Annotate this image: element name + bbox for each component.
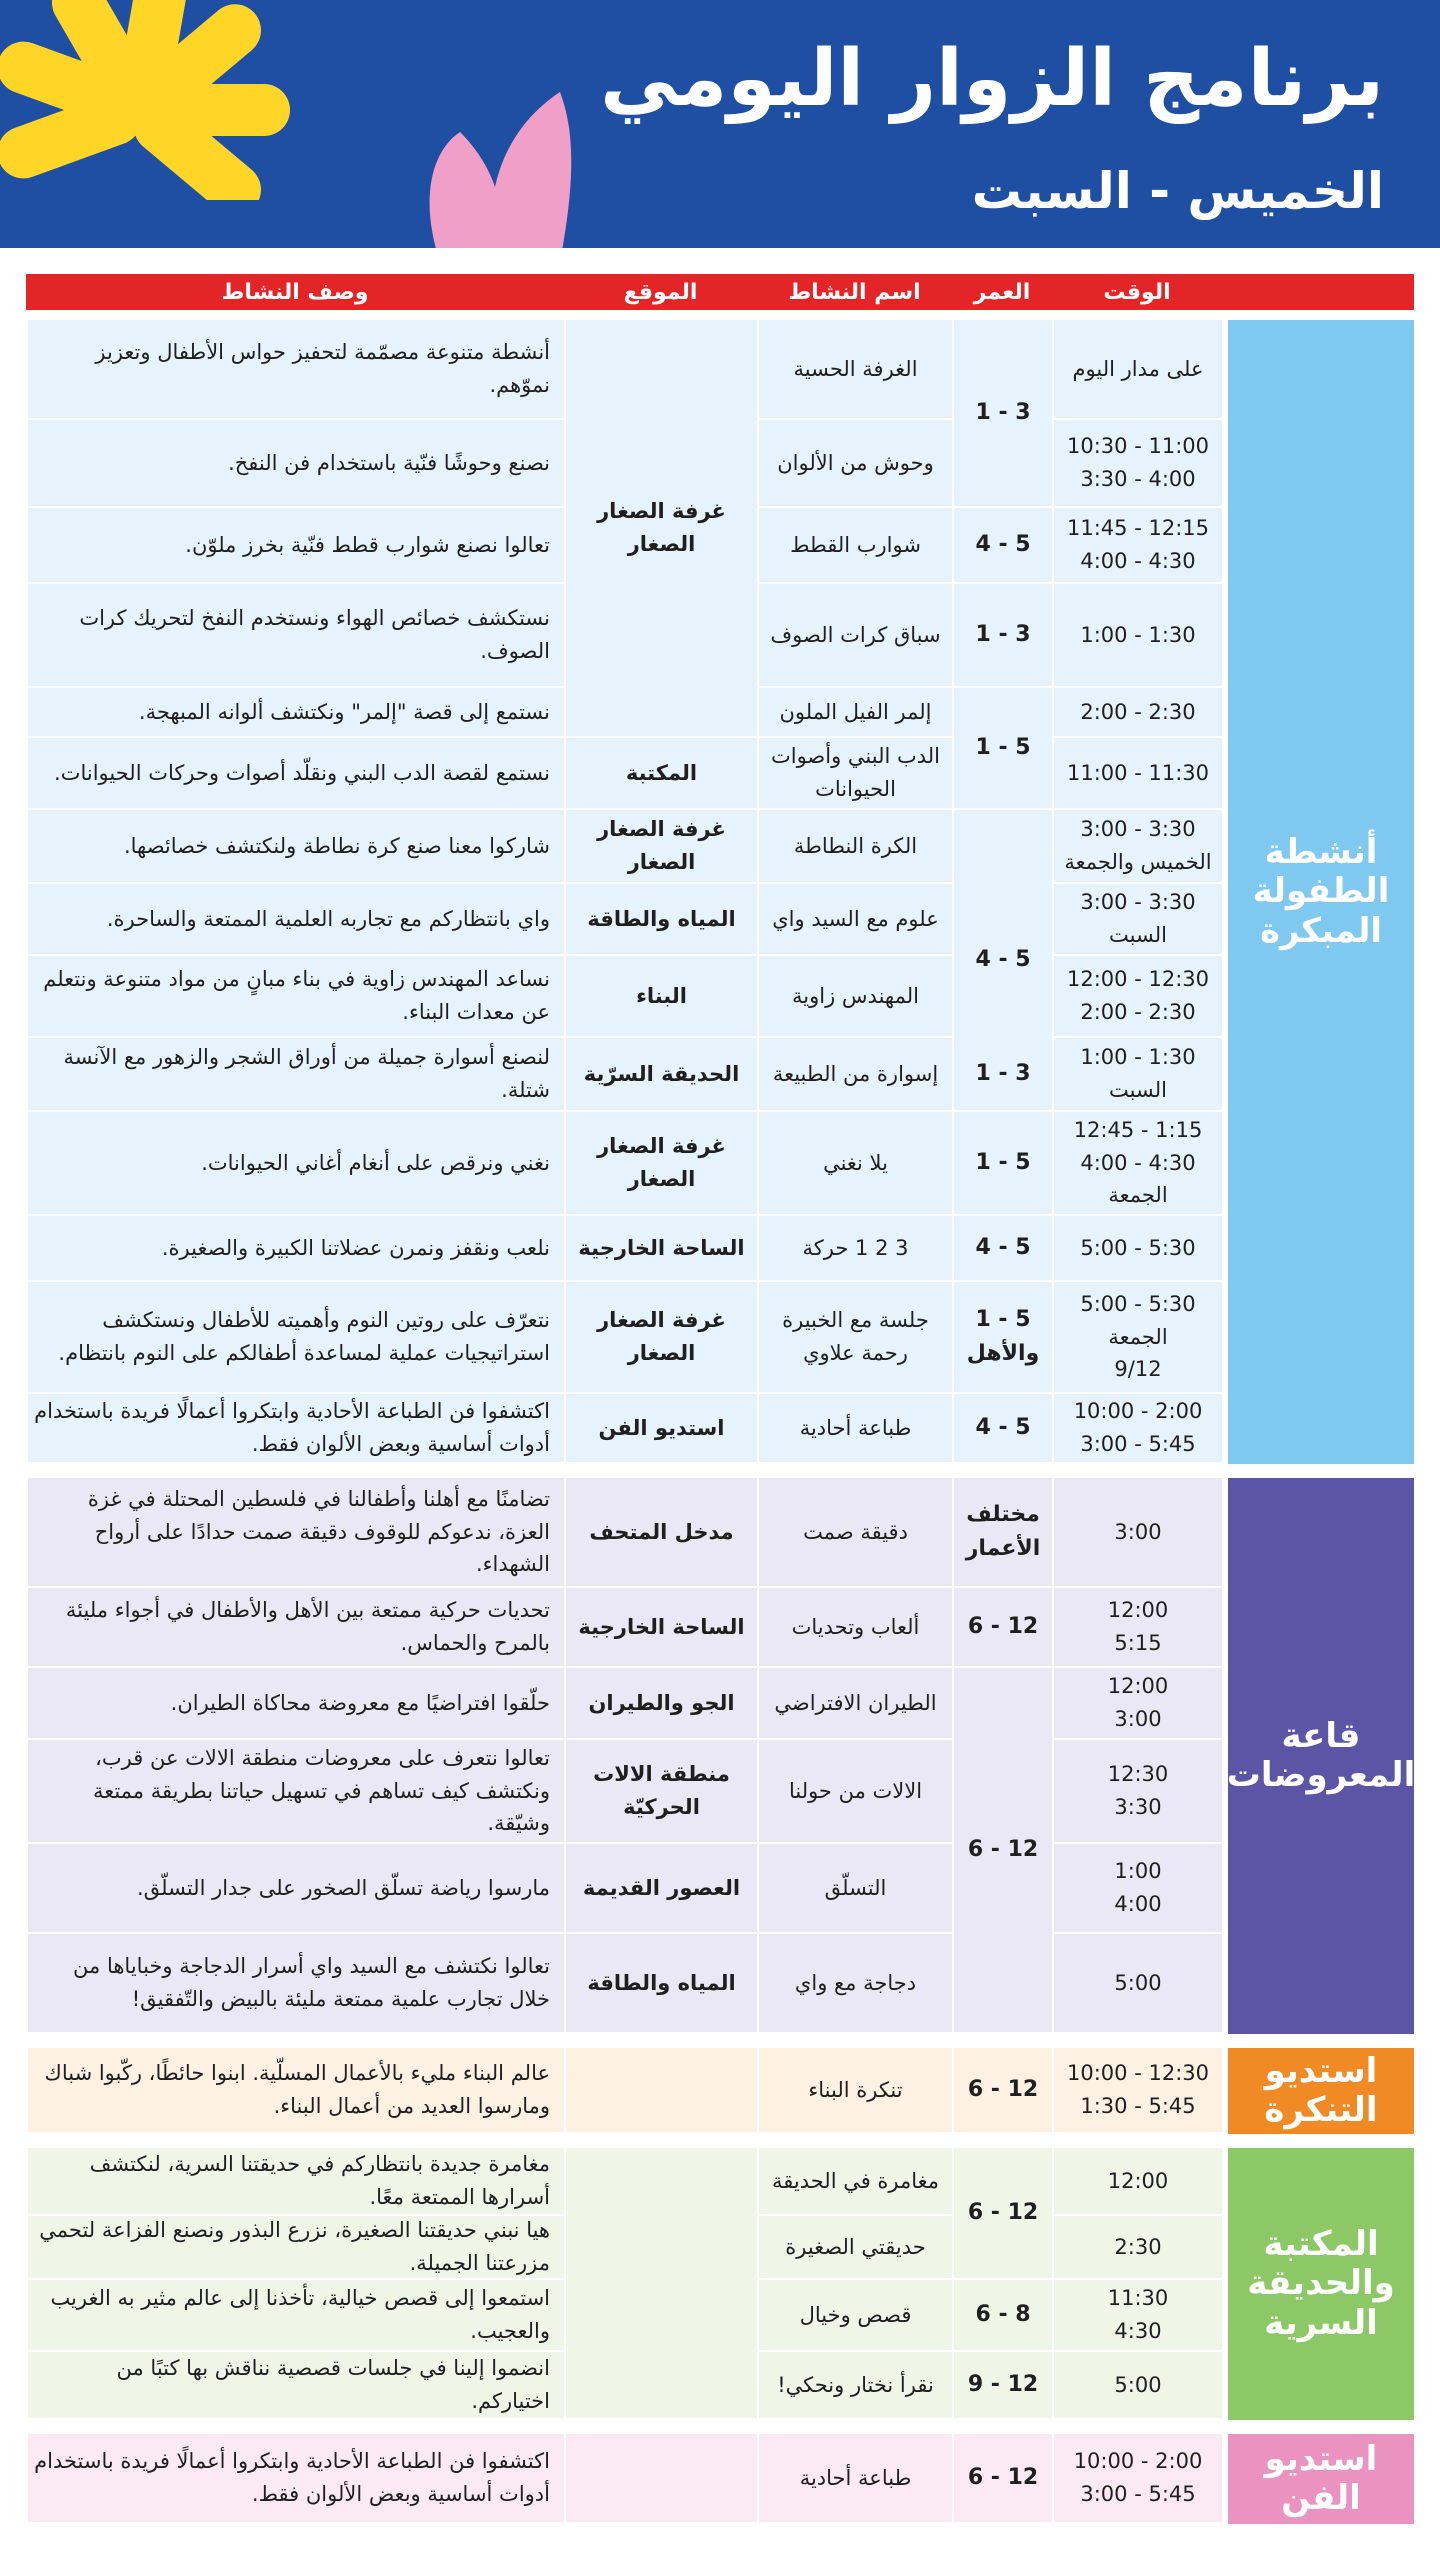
age-range: 5 - 1 (952, 1112, 1052, 1216)
activity-location (564, 2048, 757, 2134)
activity-time: 12:30 - 12:00 2:30 - 2:00 (1052, 956, 1222, 1038)
activity-description: تحديات حركية ممتعة بين الأهل والأطفال في أجواء مليئة بالمرح والحماس. (26, 1588, 564, 1668)
activity-time: 12:00 (1052, 2148, 1222, 2216)
activity-location: غرفة الصغار الصغار (564, 1112, 757, 1216)
activity-description: تعالوا نكتشف مع السيد واي أسرار الدجاجة وخباياها من خلال تجارب علمية ممتعة مليئة بالبيض والتّفقيق! (26, 1934, 564, 2034)
activity-name: جلسة مع الخبيرة رحمة علاوي (757, 1282, 952, 1394)
schedule-section (26, 2148, 1414, 2420)
age-range: 5 - 4 (952, 810, 1052, 1112)
activity-time: 1:00 4:00 (1052, 1844, 1222, 1934)
column-header-label (1222, 274, 1414, 310)
activity-time: 1:30 - 1:00 السبت (1052, 1038, 1222, 1112)
section-gap (26, 2034, 1414, 2048)
activity-description: أنشطة متنوعة مصمّمة لتحفيز حواس الأطفال وتعزيز نموّهم. (26, 320, 564, 420)
activity-time: 5:00 (1052, 1934, 1222, 2034)
activity-name: ألعاب وتحديات (757, 1588, 952, 1668)
activity-description: شاركوا معنا صنع كرة نطاطة ولنكتشف خصائصها. (26, 810, 564, 884)
section-label: استديو التنكرة (1222, 2048, 1414, 2134)
activity-time: 12:00 5:15 (1052, 1588, 1222, 1668)
activity-time: 12:30 - 10:00 5:45 - 1:30 (1052, 2048, 1222, 2134)
activity-name: إلمر الفيل الملون (757, 688, 952, 738)
activity-time: 3:30 - 3:00 الخميس والجمعة (1052, 810, 1222, 884)
schedule-section (26, 2048, 1414, 2134)
activity-name: طباعة أحادية (757, 1394, 952, 1464)
activity-location: غرفة الصغار الصغار (564, 1282, 757, 1394)
age-range: 3 - 1 (952, 320, 1052, 508)
activity-time: 5:30 - 5:00 (1052, 1216, 1222, 1282)
activity-description: نستمع لقصة الدب البني ونقلّد أصوات وحركات الحيوانات. (26, 738, 564, 810)
activity-location: الحديقة السرّية (564, 1038, 757, 1112)
activity-description: نساعد المهندس زاوية في بناء مبانٍ من مواد متنوعة ونتعلم عن معدات البناء. (26, 956, 564, 1038)
age-range: 12 - 6 (952, 2434, 1052, 2524)
activity-name: الكرة النطاطة (757, 810, 952, 884)
page-title: برنامج الزوار اليومي (600, 34, 1384, 124)
age-range: 5 - 4 (952, 1216, 1052, 1282)
activity-location: الساحة الخارجية (564, 1588, 757, 1668)
page-subtitle: الخميس - السبت (971, 162, 1384, 220)
activity-time: 12:30 3:30 (1052, 1740, 1222, 1844)
activity-location: غرفة الصغار الصغار (564, 810, 757, 884)
activity-location: المياه والطاقة (564, 1934, 757, 2034)
activity-description: نتعرّف على روتين النوم وأهميته للأطفال ونستكشف استراتيجيات عملية لمساعدة أطفالكم على النوم بانتظام. (26, 1282, 564, 1394)
activity-time: 12:15 - 11:45 4:30 - 4:00 (1052, 508, 1222, 584)
activity-time: على مدار اليوم (1052, 320, 1222, 420)
activity-name: مغامرة في الحديقة (757, 2148, 952, 2216)
activity-description: تضامنًا مع أهلنا وأطفالنا في فلسطين المحتلة في غزة العزة، ندعوكم للوقوف دقيقة صمت حدادًا على أرواح الشهداء. (26, 1478, 564, 1588)
activity-location: المكتبة (564, 738, 757, 810)
activity-time: 11:30 - 11:00 (1052, 738, 1222, 810)
activity-description: استمعوا إلى قصص خيالية، تأخذنا إلى عالم مثير به الغريب والعجيب. (26, 2280, 564, 2352)
activity-time: 2:30 - 2:00 (1052, 688, 1222, 738)
age-range: 5 - 4 (952, 508, 1052, 584)
activity-name: إسوارة من الطبيعة (757, 1038, 952, 1112)
activity-name: الدب البني وأصوات الحيوانات (757, 738, 952, 810)
schedule-section (26, 320, 1414, 1464)
age-range: 12 - 6 (952, 2148, 1052, 2280)
column-header-description: وصف النشاط (221, 279, 369, 305)
activity-name: سباق كرات الصوف (757, 584, 952, 688)
activity-time: 5:00 (1052, 2352, 1222, 2420)
schedule-sections (26, 320, 1414, 2524)
activity-name: التسلّق (757, 1844, 952, 1934)
activity-description: حلّقوا افتراضيًا مع معروضة محاكاة الطيران. (26, 1668, 564, 1740)
activity-location: منطقة الالات الحركيّة (564, 1740, 757, 1844)
age-range: 8 - 6 (952, 2280, 1052, 2352)
activity-location: استديو الفن (564, 1394, 757, 1464)
header-banner (0, 0, 1440, 248)
age-range: 12 - 6 (952, 1668, 1052, 2034)
activity-time: 2:00 - 10:00 5:45 - 3:00 (1052, 2434, 1222, 2524)
activity-location: العصور القديمة (564, 1844, 757, 1934)
activity-description: لنصنع أسوارة جميلة من أوراق الشجر والزهور مع الآنسة شتلة. (26, 1038, 564, 1112)
activity-time: 3:00 (1052, 1478, 1222, 1588)
activity-name: الغرفة الحسية (757, 320, 952, 420)
activity-location: البناء (564, 956, 757, 1038)
flower-petal-icon (400, 92, 630, 248)
activity-location: مدخل المتحف (564, 1478, 757, 1588)
column-header-time: الوقت (1103, 279, 1171, 305)
activity-location: الساحة الخارجية (564, 1216, 757, 1282)
column-header-bar (26, 274, 1414, 310)
activity-name: حديقتي الصغيرة (757, 2216, 952, 2280)
column-header-location: الموقع (623, 279, 698, 305)
schedule-section (26, 2434, 1414, 2524)
sun-burst-icon (0, 0, 320, 200)
activity-description: تعالوا نصنع شوارب قطط فنّية بخرز ملوّن. (26, 508, 564, 584)
activity-name: يلا نغني (757, 1112, 952, 1216)
section-gap (26, 1464, 1414, 1478)
activity-time: 2:30 (1052, 2216, 1222, 2280)
age-range: 12 - 9 (952, 2352, 1052, 2420)
age-range: 12 - 6 (952, 1588, 1052, 1668)
activity-time: 11:30 4:30 (1052, 2280, 1222, 2352)
section-label: استديو الفن (1222, 2434, 1414, 2524)
activity-name: شوارب القطط (757, 508, 952, 584)
activity-location: الجو والطيران (564, 1668, 757, 1740)
activity-description: نصنع وحوشًا فنّية باستخدام فن النفخ. (26, 420, 564, 508)
section-gap (26, 2134, 1414, 2148)
activity-time: 2:00 - 10:00 5:45 - 3:00 (1052, 1394, 1222, 1464)
activity-time: 11:00 - 10:30 4:00 - 3:30 (1052, 420, 1222, 508)
activity-name: تنكرة البناء (757, 2048, 952, 2134)
activity-time: 1:30 - 1:00 (1052, 584, 1222, 688)
activity-description: نلعب ونقفز ونمرن عضلاتنا الكبيرة والصغيرة. (26, 1216, 564, 1282)
activity-description: واي بانتظاركم مع تجاربه العلمية الممتعة والساحرة. (26, 884, 564, 956)
activity-name: المهندس زاوية (757, 956, 952, 1038)
age-range: 5 - 1 والأهل (952, 1282, 1052, 1394)
schedule-section (26, 1478, 1414, 2034)
activity-description: مارسوا رياضة تسلّق الصخور على جدار التسلّق. (26, 1844, 564, 1934)
activity-description: نستمع إلى قصة "إلمر" ونكتشف ألوانه المبهجة. (26, 688, 564, 738)
age-range: 12 - 6 (952, 2048, 1052, 2134)
column-header-age: العمر (973, 279, 1031, 305)
age-range: 3 - 1 (952, 1038, 1052, 1112)
activity-name: 3 2 1 حركة (757, 1216, 952, 1282)
activity-location (564, 2148, 757, 2420)
activity-location: غرفة الصغار الصغار (564, 320, 757, 738)
activity-name: دقيقة صمت (757, 1478, 952, 1588)
column-header-activity: اسم النشاط (788, 279, 921, 305)
activity-name: قصص وخيال (757, 2280, 952, 2352)
activity-description: نغني ونرقص على أنغام أغاني الحيوانات. (26, 1112, 564, 1216)
activity-name: نقرأ نختار ونحكي! (757, 2352, 952, 2420)
activity-description: نستكشف خصائص الهواء ونستخدم النفخ لتحريك كرات الصوف. (26, 584, 564, 688)
activity-name: الطيران الافتراضي (757, 1668, 952, 1740)
section-gap (26, 2420, 1414, 2434)
section-label: أنشطة الطفولة المبكرة (1222, 320, 1414, 1464)
activity-time: 5:30 - 5:00 الجمعة 9/12 (1052, 1282, 1222, 1394)
activity-name: الالات من حولنا (757, 1740, 952, 1844)
activity-location (564, 2434, 757, 2524)
age-range: 5 - 1 (952, 688, 1052, 810)
activity-time: 1:15 - 12:45 4:30 - 4:00 الجمعة (1052, 1112, 1222, 1216)
section-label: قاعة المعروضات (1222, 1478, 1414, 2034)
activity-description: مغامرة جديدة بانتظاركم في حديقتنا السرية، لنكتشف أسرارها الممتعة معًا. (26, 2148, 564, 2216)
age-range: 3 - 1 (952, 584, 1052, 688)
schedule-board (26, 274, 1414, 2524)
activity-description: انضموا إلينا في جلسات قصصية نناقش بها كتبًا من اختياركم. (26, 2352, 564, 2420)
activity-name: دجاجة مع واي (757, 1934, 952, 2034)
activity-name: وحوش من الألوان (757, 420, 952, 508)
age-range: مختلف الأعمار (952, 1478, 1052, 1588)
activity-time: 12:00 3:00 (1052, 1668, 1222, 1740)
activity-description: تعالوا نتعرف على معروضات منطقة الالات عن قرب، ونكتشف كيف تساهم في تسهيل حياتنا بطريقة ممتعة وشيّقة. (26, 1740, 564, 1844)
activity-description: اكتشفوا فن الطباعة الأحادية وابتكروا أعمالًا فريدة باستخدام أدوات أساسية وبعض الألوان فقط. (26, 1394, 564, 1464)
activity-description: اكتشفوا فن الطباعة الأحادية وابتكروا أعمالًا فريدة باستخدام أدوات أساسية وبعض الألوان فقط. (26, 2434, 564, 2524)
activity-description: هيا نبني حديقتنا الصغيرة، نزرع البذور ونصنع الفزاعة لتحمي مزرعتنا الجميلة. (26, 2216, 564, 2280)
section-label: المكتبة والحديقة السرية (1222, 2148, 1414, 2420)
activity-description: عالم البناء مليء بالأعمال المسلّية. ابنوا حائطًا، ركّبوا شباك ومارسوا العديد من أعمال البناء. (26, 2048, 564, 2134)
activity-name: علوم مع السيد واي (757, 884, 952, 956)
activity-name: طباعة أحادية (757, 2434, 952, 2524)
age-range: 5 - 4 (952, 1394, 1052, 1464)
activity-location: المياه والطاقة (564, 884, 757, 956)
activity-time: 3:30 - 3:00 السبت (1052, 884, 1222, 956)
